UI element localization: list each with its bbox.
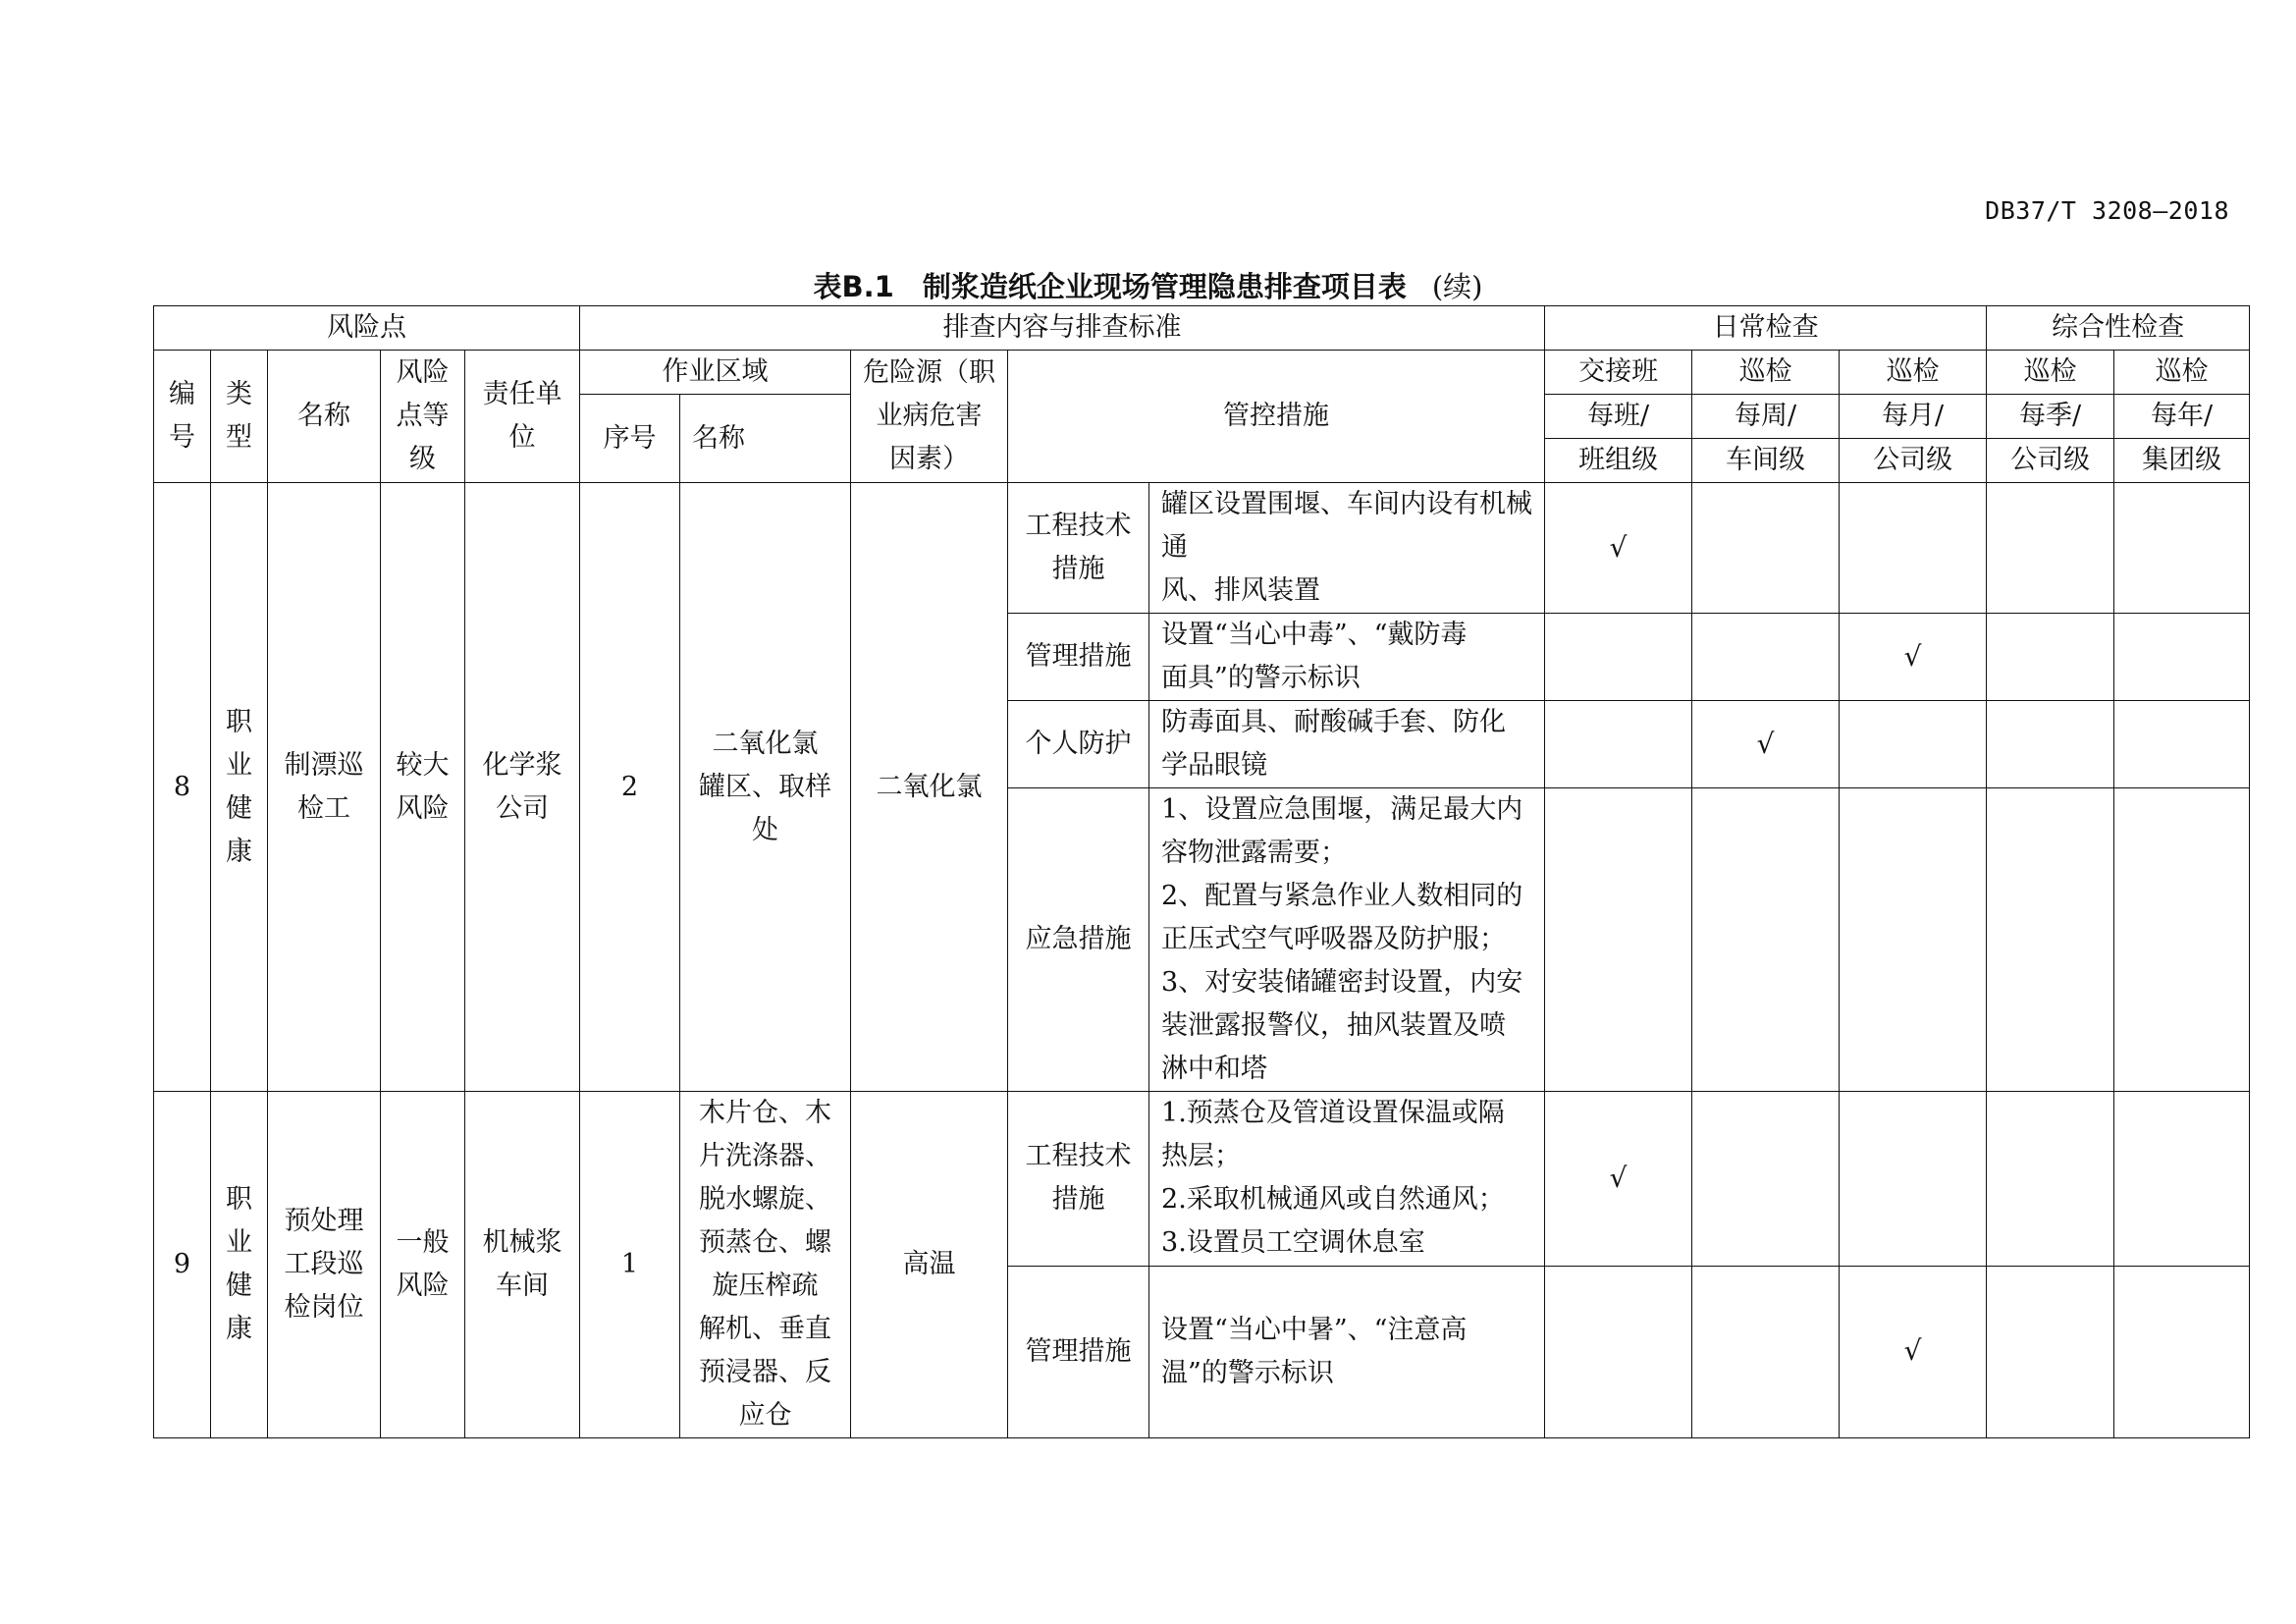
check-cell [1987, 483, 2114, 614]
check-cell [2114, 614, 2250, 701]
header-type: 类 型 [211, 351, 268, 483]
table-row [154, 483, 2250, 614]
row-number: 8 [154, 483, 211, 1092]
check-cell [1840, 701, 1987, 788]
check-cell [1987, 1092, 2114, 1267]
header-number: 编 号 [154, 351, 211, 483]
document-code: DB37/T 3208—2018 [1985, 196, 2229, 225]
measure-category: 工程技术 措施 [1008, 483, 1149, 614]
check-cell [1692, 614, 1840, 701]
table-caption [0, 265, 2296, 305]
header-check-frequency: 每年/ [2114, 395, 2250, 439]
check-cell [1692, 1266, 1840, 1438]
check-cell [1692, 483, 1840, 614]
row-sequence: 2 [580, 483, 680, 1092]
check-cell [1840, 1092, 1987, 1267]
table-title: 表B.1 制浆造纸企业现场管理隐患排查项目表 [813, 270, 1407, 303]
check-cell [1545, 614, 1692, 701]
header-sequence: 序号 [580, 395, 680, 483]
check-cell [1987, 701, 2114, 788]
check-cell [1692, 701, 1840, 788]
row-sequence: 1 [580, 1092, 680, 1438]
check-mark-icon: √ [1903, 639, 1922, 673]
check-cell [1987, 1266, 2114, 1438]
header-check-level: 公司级 [1840, 439, 1987, 483]
check-cell [1545, 788, 1692, 1092]
measure-detail: 1.预蒸仓及管道设置保温或隔 热层； 2.采取机械通风或自然通风； 3.设置员工空调休息室 [1149, 1092, 1545, 1267]
header-row-2 [154, 351, 2250, 395]
check-mark-icon: √ [1903, 1334, 1922, 1368]
check-cell [1840, 788, 1987, 1092]
check-cell [1545, 1266, 1692, 1438]
header-risk-point: 风险点 [154, 306, 580, 351]
table-continued-mark: (续) [1431, 270, 1483, 303]
header-daily-check: 日常检查 [1545, 306, 1987, 351]
hazard-check-table [153, 305, 2250, 1438]
header-check-level: 车间级 [1692, 439, 1840, 483]
measure-category: 应急措施 [1008, 788, 1149, 1092]
row-type: 职 业 健 康 [211, 483, 268, 1092]
table-row [154, 1092, 2250, 1267]
row-type: 职 业 健 康 [211, 1092, 268, 1438]
measure-category: 工程技术 措施 [1008, 1092, 1149, 1267]
check-cell [1987, 614, 2114, 701]
check-mark-icon: √ [1756, 727, 1775, 760]
header-check-type: 巡检 [1840, 351, 1987, 395]
header-content: 排查内容与排查标准 [580, 306, 1545, 351]
check-mark-icon: √ [1609, 530, 1628, 564]
row-risk-level: 一般 风险 [381, 1092, 465, 1438]
measure-category: 管理措施 [1008, 1266, 1149, 1438]
measure-detail: 1、设置应急围堰，满足最大内 容物泄露需要； 2、配置与紧急作业人数相同的 正压式空气呼吸器及防护服； 3、对安装储罐密封设置，内安 装泄露报警仪，抽风装置及喷 淋中和塔 [1149, 788, 1545, 1092]
header-check-level: 班组级 [1545, 439, 1692, 483]
row-area-name: 二氧化氯 罐区、取样 处 [680, 483, 851, 1092]
row-area-name: 木片仓、木 片洗涤器、 脱水螺旋、 预蒸仓、螺 旋压榨疏 解机、垂直 预浸器、反 应仓 [680, 1092, 851, 1438]
header-name: 名称 [268, 351, 381, 483]
header-responsible-unit: 责任单 位 [465, 351, 580, 483]
row-hazard-source: 高温 [851, 1092, 1008, 1438]
row-name: 预处理 工段巡 检岗位 [268, 1092, 381, 1438]
check-cell [1840, 1266, 1987, 1438]
header-risk-level: 风险 点等 级 [381, 351, 465, 483]
check-cell [1545, 1092, 1692, 1267]
check-cell [2114, 701, 2250, 788]
header-check-level: 集团级 [2114, 439, 2250, 483]
measure-detail: 设置“当心中暑”、“注意高 温”的警示标识 [1149, 1266, 1545, 1438]
row-hazard-source: 二氧化氯 [851, 483, 1008, 1092]
measure-category: 管理措施 [1008, 614, 1149, 701]
check-cell [1987, 788, 2114, 1092]
measure-detail: 罐区设置围堰、车间内设有机械通 风、排风装置 [1149, 483, 1545, 614]
header-check-level: 公司级 [1987, 439, 2114, 483]
measure-category: 个人防护 [1008, 701, 1149, 788]
check-cell [1692, 788, 1840, 1092]
header-area-name: 名称 [680, 395, 851, 483]
header-row-1 [154, 306, 2250, 351]
header-control-measures: 管控措施 [1008, 351, 1545, 483]
header-check-frequency: 每周/ [1692, 395, 1840, 439]
header-check-frequency: 每季/ [1987, 395, 2114, 439]
row-responsible-unit: 机械浆 车间 [465, 1092, 580, 1438]
row-name: 制漂巡 检工 [268, 483, 381, 1092]
check-cell [1545, 483, 1692, 614]
check-cell [2114, 788, 2250, 1092]
header-check-frequency: 每月/ [1840, 395, 1987, 439]
check-cell [2114, 1266, 2250, 1438]
row-number: 9 [154, 1092, 211, 1438]
header-check-type: 巡检 [1987, 351, 2114, 395]
header-check-type: 交接班 [1545, 351, 1692, 395]
header-hazard-source: 危险源（职 业病危害 因素） [851, 351, 1008, 483]
measure-detail: 防毒面具、耐酸碱手套、防化 学品眼镜 [1149, 701, 1545, 788]
check-cell [2114, 483, 2250, 614]
header-check-type: 巡检 [2114, 351, 2250, 395]
check-cell [1545, 701, 1692, 788]
row-responsible-unit: 化学浆 公司 [465, 483, 580, 1092]
row-risk-level: 较大 风险 [381, 483, 465, 1092]
check-cell [1840, 614, 1987, 701]
check-cell [1840, 483, 1987, 614]
check-mark-icon: √ [1609, 1161, 1628, 1194]
check-cell [1692, 1092, 1840, 1267]
header-work-area: 作业区域 [580, 351, 851, 395]
measure-detail: 设置“当心中毒”、“戴防毒 面具”的警示标识 [1149, 614, 1545, 701]
check-cell [2114, 1092, 2250, 1267]
header-check-frequency: 每班/ [1545, 395, 1692, 439]
header-comprehensive-check: 综合性检查 [1987, 306, 2250, 351]
header-check-type: 巡检 [1692, 351, 1840, 395]
